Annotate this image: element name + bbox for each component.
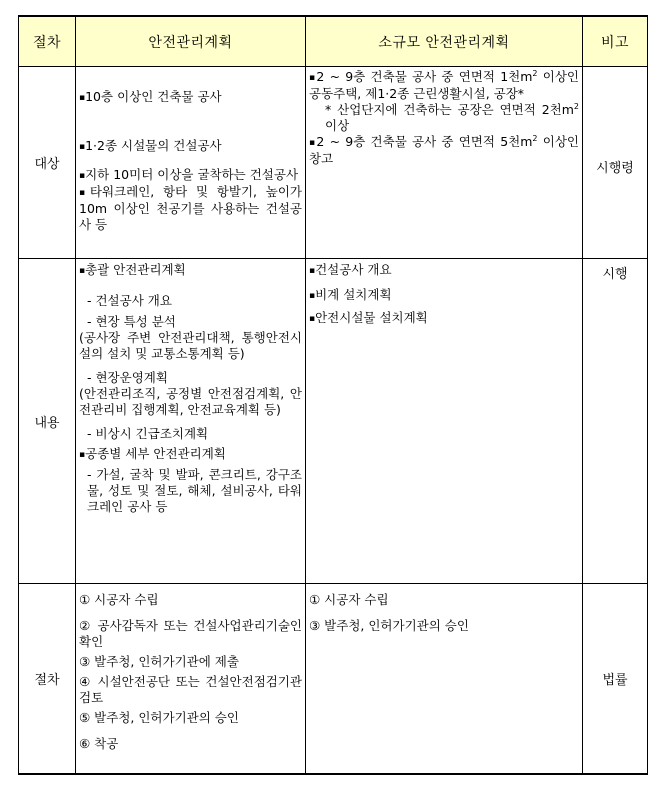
list-item: ▪안전시설물 설치계획 [309,310,428,325]
list-item: - 현장운영계획 [87,370,168,385]
list-item: ▪지하 10미터 이상을 굴착하는 건설공사 [79,167,299,182]
list-item: ▪2 ~ 9층 건축물 공사 중 연면적 1천$m^2$ 이상인 공동주택, 제1·2종 근린생활시설, 공장* [309,68,579,101]
list-item-detail: - 가설, 굴착 및 발파, 콘크리트, 강구조물, 성토 및 절토, 해체, 설비공사, 타워크레인 공사 등 [87,467,302,514]
list-item: - 건설공사 개요 [87,293,172,308]
list-item: ▪비계 설치계획 [309,287,392,302]
remark-procedure: 법률 [583,584,648,774]
list-item: ▪10층 이상인 건축물 공사 [79,89,222,104]
list-item: ▪건설공사 개요 [309,262,392,277]
safety-plan-comparison-table [18,15,648,775]
list-item: ⑥ 착공 [79,736,119,751]
list-item: ▪타워크레인, 항타 및 항발기, 높이가 10m 이상인 천공기를 사용하는 건설공사 등 [79,184,302,232]
list-item: ▪총괄 안전관리계획 [79,262,186,277]
list-item: ① 시공자 수립 [309,592,389,607]
header-safety-plan: 안전관리계획 [76,16,306,67]
list-item: ▪공종별 세부 안전관리계획 [79,446,226,461]
list-item: ② 공사감독자 또는 건설사업관리기술인 확인 [79,618,302,649]
row-label-content: 내용 [19,259,76,584]
procedure-left-cell [76,584,306,774]
procedure-right-cell [306,584,583,774]
table-row-content [19,259,648,584]
list-item: - 비상시 긴급조치계획 [87,426,209,441]
list-item: ③ 발주청, 인허가기관의 승인 [309,618,469,633]
content-left-cell [76,259,306,584]
list-item: ▪1·2종 시설물의 건설공사 [79,138,222,153]
content-right-cell [306,259,583,584]
table-row-procedure [19,584,648,774]
row-label-procedure: 절차 [19,584,76,774]
list-item-detail: (공사장 주변 안전관리대책, 통행안전시설의 설치 및 교통소통계획 등) [79,330,302,361]
target-left-cell [76,67,306,259]
list-item: ④ 시설안전공단 또는 건설안전점검기관 검토 [79,674,302,705]
header-small-safety-plan: 소규모 안전관리계획 [306,16,583,67]
header-remarks: 비고 [583,16,648,67]
target-right-cell [306,67,583,259]
table-row-target [19,67,648,259]
list-item: - 현장 특성 분석 [87,314,176,329]
list-item: ⑤ 발주청, 인허가기관의 승인 [79,710,239,725]
list-item: ① 시공자 수립 [79,592,159,607]
row-label-target: 대상 [19,67,76,259]
list-item-detail: (안전관리조직, 공정별 안전점검계획, 안전관리비 집행계획, 안전교육계획 등) [79,386,302,417]
list-item: ③ 발주청, 인허가기관에 제출 [79,654,239,669]
remark-content: 시행 [583,259,648,584]
list-item-note: * 산업단지에 건축하는 공장은 연면적 2천$m^2$ 이상 [325,101,579,133]
table-header-row [19,16,648,67]
list-item: ▪2 ~ 9층 건축물 공사 중 연면적 5천$m^2$ 이상인 창고 [309,133,579,166]
remark-target: 시행령 [583,67,648,259]
header-procedure: 절차 [19,16,76,67]
